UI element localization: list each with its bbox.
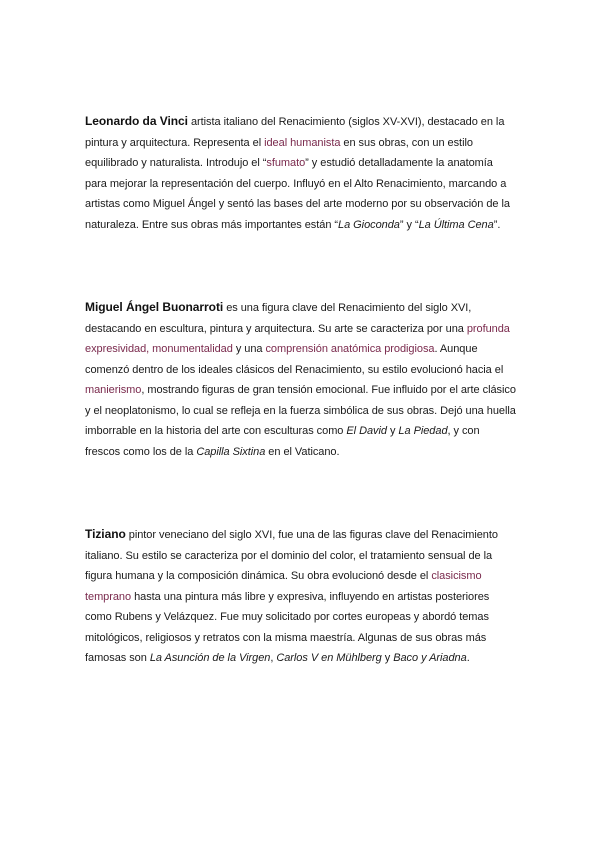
highlight-clasicismo-temprano: clasicismo temprano <box>85 570 482 603</box>
text-segment: y <box>381 652 394 664</box>
work-title-baco-y-ariadna: Baco y Ariadna <box>393 652 467 664</box>
highlight-manierismo: manierismo <box>85 384 142 396</box>
text-segment: , <box>270 652 277 664</box>
work-title-la-piedad: La Piedad <box>398 425 448 437</box>
work-title-carlos-v: Carlos V en Mühlberg <box>276 652 382 664</box>
text-segment: . Aunque comenzó dentro de los ideales clásicos del Renacimiento, su estilo evolucionó hacia el <box>85 343 504 376</box>
highlight-sfumato: sfumato <box>266 157 306 169</box>
artist-name-leonardo: Leonardo da Vinci <box>85 114 188 128</box>
text-segment: y <box>386 425 399 437</box>
work-title-la-asuncion: La Asunción de la Virgen <box>149 652 271 664</box>
paragraph-tiziano <box>85 524 517 669</box>
text-segment: ” y “ <box>399 218 419 231</box>
work-title-capilla-sixtina: Capilla Sixtina <box>196 445 266 458</box>
highlight-expresividad: profunda expresividad, monumentalidad <box>85 322 510 355</box>
highlight-comprension-anatomica: comprensión anatómica prodigiosa <box>265 343 435 355</box>
work-title-el-david: El David <box>346 425 387 437</box>
text-segment: es una figura clave del Renacimiento del siglo XVI, destacando en escultura, pintura y arquitectura. Su arte se caracteriza por una <box>85 302 472 335</box>
paragraph-leonardo <box>85 111 517 235</box>
artist-name-tiziano: Tiziano <box>85 527 126 541</box>
highlight-ideal-humanista: ideal humanista <box>264 136 341 149</box>
text-segment: en sus obras, con un estilo equilibrado y naturalista. Introdujo el “ <box>85 136 473 169</box>
text-segment: ” y estudió detalladamente la anatomía para mejorar la representación del cuerpo. Influyó en el Alto Renacimiento, marcando a artistas como Miguel Ángel y sentó las bases del arte moderno por su observación de la naturaleza. Entre sus obras más importantes están “ <box>85 157 510 231</box>
text-segment: artista italiano del Renacimiento (siglos XV-XVI), destacado en la pintura y arquitectura. Representa el <box>85 116 505 149</box>
paragraph-miguel-angel <box>85 297 517 462</box>
text-segment: y una <box>232 343 266 355</box>
text-segment: , y con frescos como los de la <box>85 425 480 458</box>
text-segment: pintor veneciano del siglo XVI, fue una de las figuras clave del Renacimiento italiano. Su estilo se caracteriza por el dominio del color, el tratamiento sensual de la figura humana y la composición dinámica. Su obra evolucionó desde el <box>85 529 498 582</box>
work-title-la-ultima-cena: La Última Cena <box>418 218 494 231</box>
text-segment: . <box>466 652 470 664</box>
text-segment: en el Vaticano. <box>265 445 340 458</box>
text-segment: ”. <box>493 218 501 231</box>
text-segment: hasta una pintura más libre y expresiva, influyendo en artistas posteriores como Rubens y Velázquez. Fue muy solicitado por cortes europeas y abordó temas mitológicos, religiosos y retratos con la misma maestría. Algunas de sus obras más famosas son <box>85 590 490 664</box>
work-title-la-gioconda: La Gioconda <box>338 218 400 231</box>
text-segment: , mostrando figuras de gran tensión emocional. Fue influido por el arte clásico y el neoplatonismo, lo cual se refleja en la fuerza simbólica de sus obras. Dejó una huella imborrable en la historia del arte con esculturas como <box>85 384 516 437</box>
artist-name-miguel-angel: Miguel Ángel Buonarroti <box>85 300 224 314</box>
